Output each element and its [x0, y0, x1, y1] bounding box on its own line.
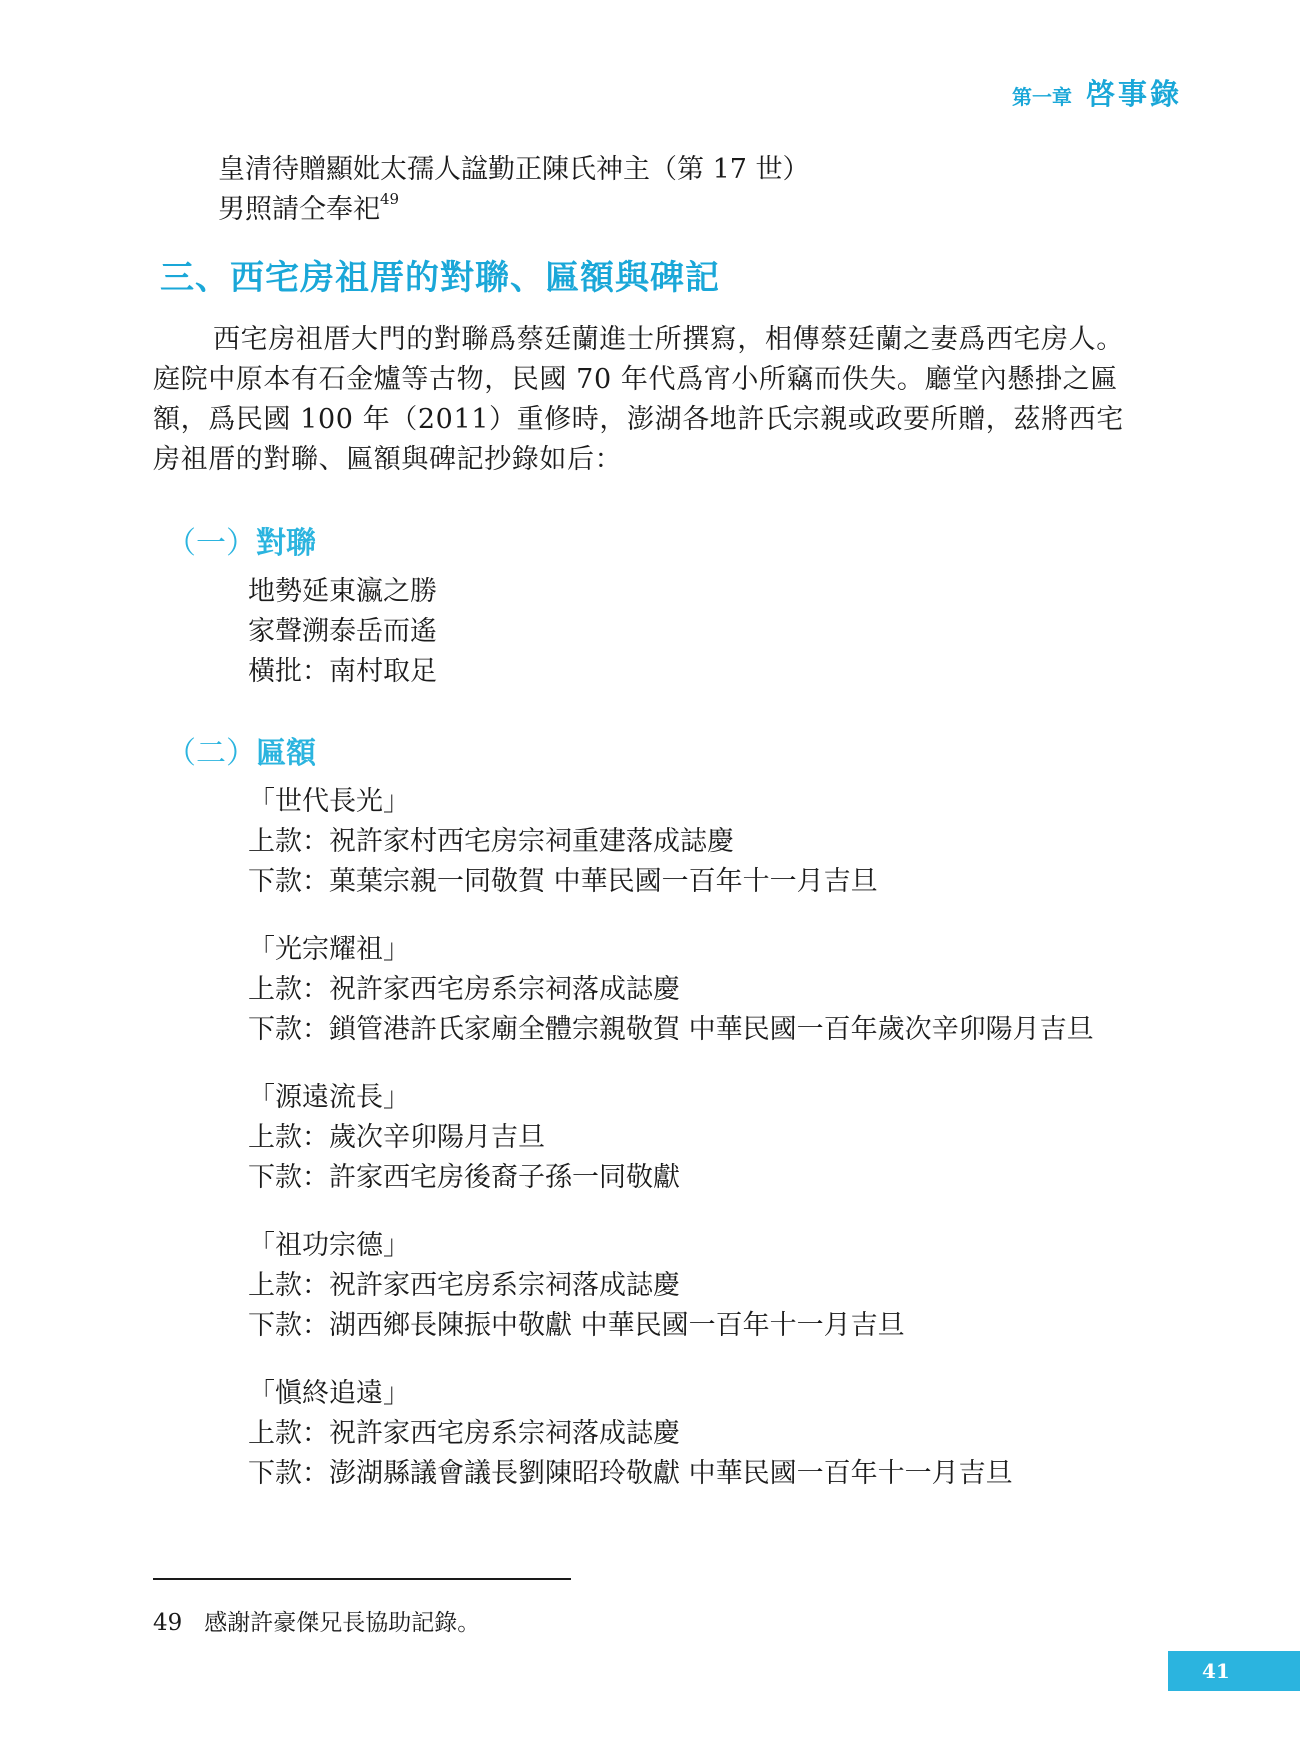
running-head — [1012, 72, 1182, 113]
couplet-lines — [248, 572, 437, 692]
plaque-lower: 下款：鎖管港許氏家廟全體宗親敬賀 中華民國一百年歲次辛卯陽月吉旦 — [248, 1014, 1094, 1045]
plaque-lower: 下款：許家西宅房後裔子孫一同敬獻 — [248, 1162, 680, 1193]
plaque-upper: 上款：歲次辛卯陽月吉旦 — [248, 1122, 545, 1153]
plaque-title: 「世代長光」 — [248, 786, 410, 817]
plaque-entry — [248, 1374, 1094, 1494]
footnote-ref: 49 — [380, 190, 400, 208]
plaque-upper: 上款：祝許家西宅房系宗祠落成誌慶 — [248, 1270, 680, 1301]
plaque-title: 「光宗耀祖」 — [248, 934, 410, 965]
plaque-entry — [248, 1226, 1094, 1346]
plaque-lower: 下款：湖西鄉長陳振中敬獻 中華民國一百年十一月吉旦 — [248, 1310, 905, 1341]
intro-paragraph — [153, 320, 1178, 480]
plaque-upper: 上款：祝許家西宅房系宗祠落成誌慶 — [248, 1418, 680, 1449]
tablet-line-2-text: 男照請仝奉祀 — [218, 194, 380, 225]
tablet-inscription — [218, 150, 810, 230]
couplet-heading — [166, 518, 316, 562]
couplet-paren: （一） — [166, 526, 256, 561]
footnote — [153, 1604, 480, 1637]
paragraph-line: 額，爲民國 100 年（2011）重修時，澎湖各地許氏宗親或政要所贈，茲將西宅 — [153, 404, 1124, 435]
footnote-divider — [153, 1578, 571, 1580]
footnote-text: 感謝許豪傑兄長協助記錄。 — [204, 1610, 481, 1636]
tablet-line-2 — [218, 190, 810, 230]
footnote-number: 49 — [153, 1610, 183, 1636]
couplet-line: 橫批：南村取足 — [248, 656, 437, 687]
chapter-label: 第一章 — [1011, 85, 1072, 109]
paragraph-line: 房祖厝的對聯、匾額與碑記抄錄如后： — [153, 444, 623, 475]
section-heading: 三、西宅房祖厝的對聯、匾額與碑記 — [160, 258, 720, 298]
plaque-lower: 下款：菓葉宗親一同敬賀 中華民國一百年十一月吉旦 — [248, 866, 878, 897]
couplet-line: 家聲溯泰岳而遙 — [248, 616, 437, 647]
chapter-title: 啓事錄 — [1085, 77, 1182, 111]
plaque-entry — [248, 1078, 1094, 1198]
paragraph-line: 庭院中原本有石金爐等古物，民國 70 年代爲宵小所竊而佚失。廳堂內懸掛之匾 — [153, 364, 1118, 395]
plaque-lower: 下款：澎湖縣議會議長劉陳昭玲敬獻 中華民國一百年十一月吉旦 — [248, 1458, 1013, 1489]
plaque-title: 「愼終追遠」 — [248, 1378, 410, 1409]
plaque-upper: 上款：祝許家村西宅房宗祠重建落成誌慶 — [248, 826, 734, 857]
plaque-title: 「源遠流長」 — [248, 1082, 410, 1113]
plaque-entry — [248, 930, 1094, 1050]
plaques-heading — [166, 728, 316, 772]
paragraph-line: 西宅房祖厝大門的對聯爲蔡廷蘭進士所撰寫，相傳蔡廷蘭之妻爲西宅房人。 — [213, 324, 1124, 355]
plaques-paren: （二） — [166, 736, 256, 771]
couplet-heading-text: 對聯 — [256, 526, 316, 561]
plaques-heading-text: 匾額 — [256, 736, 316, 771]
plaque-entry — [248, 782, 1094, 902]
plaque-upper: 上款：祝許家西宅房系宗祠落成誌慶 — [248, 974, 680, 1005]
couplet-line: 地勢延東瀛之勝 — [248, 576, 437, 607]
plaque-list — [248, 782, 1094, 1522]
plaque-title: 「祖功宗德」 — [248, 1230, 410, 1261]
page-number: 41 — [1168, 1651, 1300, 1691]
tablet-line-1: 皇清待贈顯妣太孺人諡勤正陳氏神主（第 17 世） — [218, 154, 810, 185]
